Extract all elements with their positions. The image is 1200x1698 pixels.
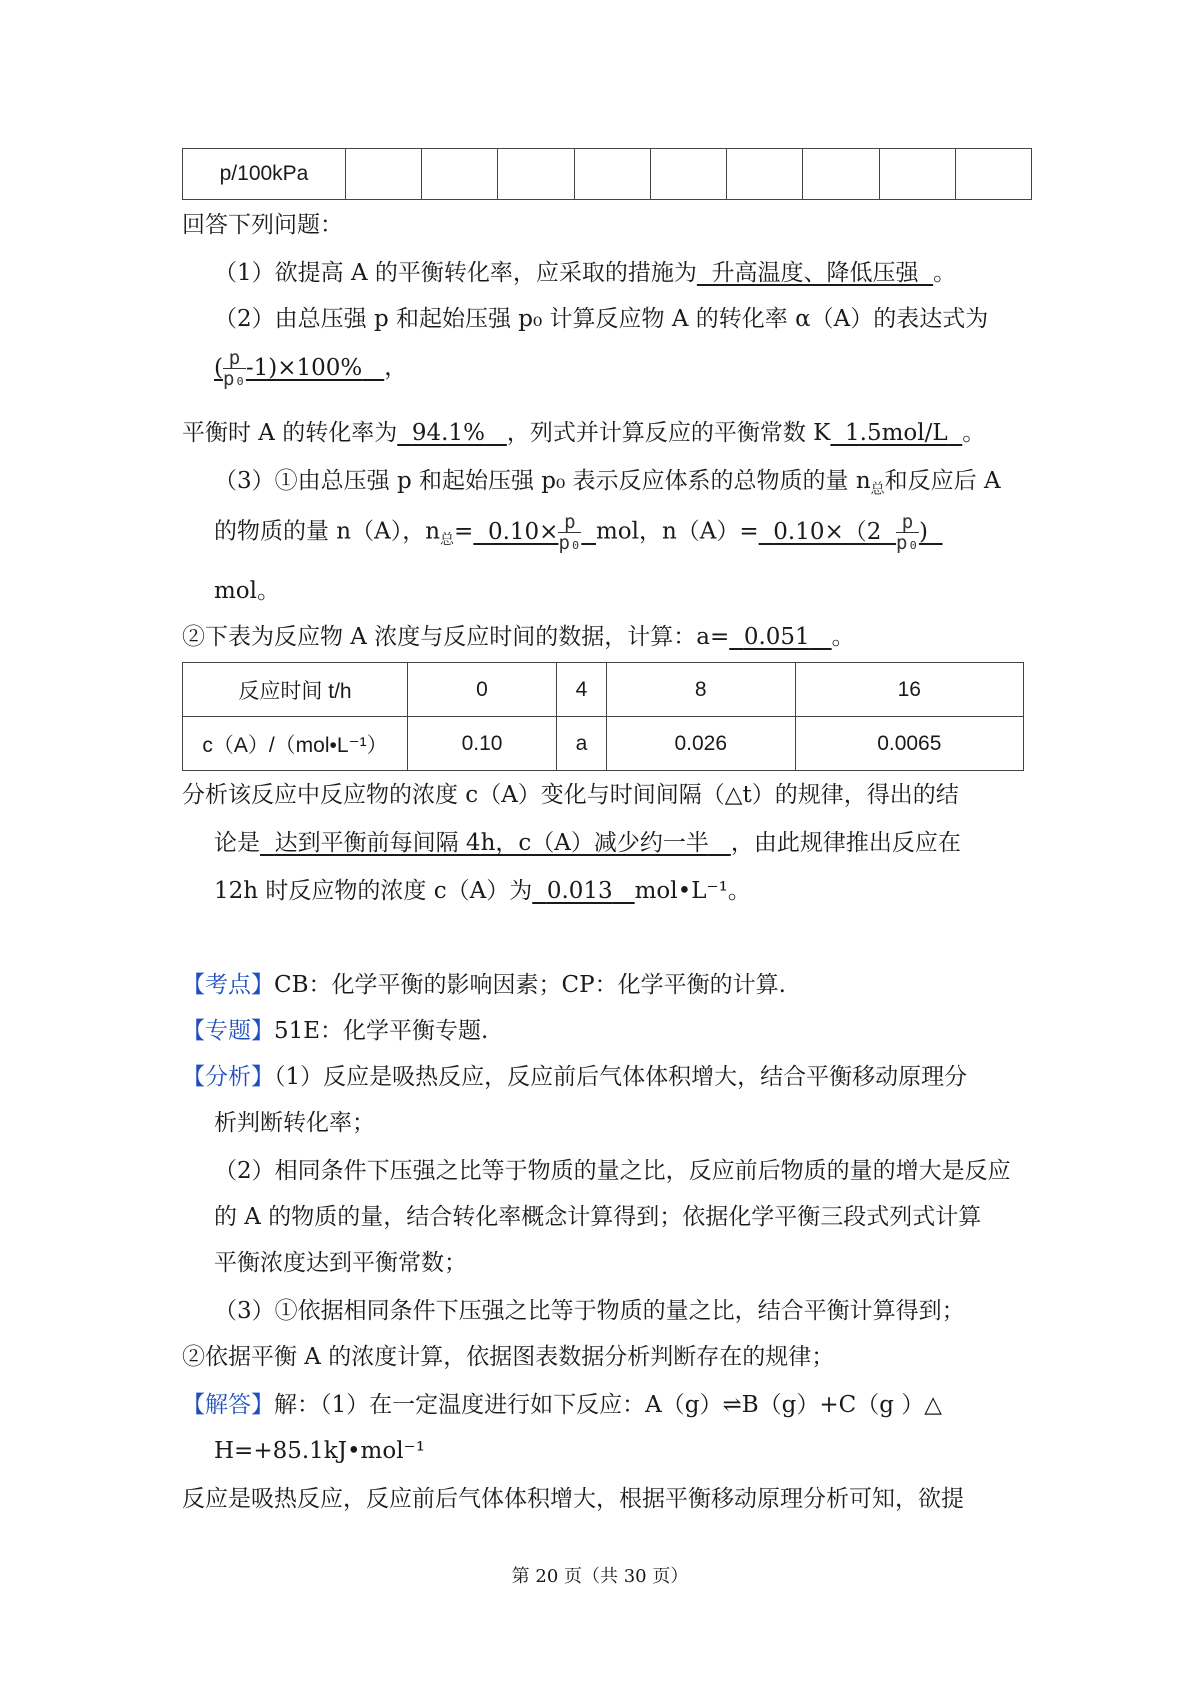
jieda-line-2: H=+85.1kJ•mol⁻¹ xyxy=(214,1438,425,1464)
analysis-line-2: 论是 达到平衡前每间隔 4h，c（A）减少约一半 ，由此规律推出反应在 xyxy=(214,830,961,856)
page-footer: 第 20 页（共 30 页） xyxy=(511,1566,689,1587)
question-3: （3）①由总压强 p 和起始压强 p₀ 表示反应体系的总物质的量 $n_总$和反应后 A xyxy=(214,468,1001,498)
answer-expression: ( $\frac{p}{\text{p₀}}$ -1)×100% xyxy=(214,347,363,390)
fenxi-line-3: （2）相同条件下压强之比等于物质的量之比，反应前后物质的量的增大是反应 xyxy=(214,1158,1011,1184)
table-intro: ②下表为反应物 A 浓度与反应时间的数据，计算：a= 0.051 。 xyxy=(182,624,855,650)
kaodian: 【考点】CB：化学平衡的影响因素；CP：化学平衡的计算. xyxy=(182,972,786,998)
fraction-p-over-p0: $\frac{p}{\text{p₀}}$ xyxy=(222,347,246,390)
concentration-table: 反应时间 t/h 0 4 8 16 c（A）/（mol•L⁻¹） 0.10 a 0.026 0.0065 xyxy=(182,662,1024,771)
header-time: 反应时间 t/h xyxy=(183,663,408,717)
zhuanti: 【专题】51E：化学平衡专题. xyxy=(182,1018,489,1044)
rate-line: 平衡时 A 的转化率为 94.1% ，列式并计算反应的平衡常数 K 1.5mol/L 。 xyxy=(182,420,986,446)
fenxi-line-7: ②依据平衡 A 的浓度计算，依据图表数据分析判断存在的规律； xyxy=(182,1344,835,1370)
analysis-line-3: 12h 时反应物的浓度 c（A）为 0.013 mol•L⁻¹。 xyxy=(214,878,751,904)
jieda-line-3: 反应是吸热反应，反应前后气体体积增大，根据平衡移动原理分析可知，欲提 xyxy=(182,1486,964,1512)
fenxi-line-2: 析判断转化率； xyxy=(214,1110,375,1136)
analysis-line-1: 分析该反应中反应物的浓度 c（A）变化与时间间隔（△t）的规律，得出的结 xyxy=(182,782,959,808)
answer-rate: 94.1% xyxy=(411,420,485,446)
fenxi-line-5: 平衡浓度达到平衡常数； xyxy=(214,1250,467,1276)
moles-line: 的物质的量 n（A），$n_总= 0.10\times$ $\frac{p}{\text{p₀}}$ mol，n（A）= 0.10×（2 $\frac{p}{\text{p₀}}$ ) xyxy=(214,511,943,554)
answer-a: 0.051 xyxy=(743,624,810,650)
intro-text: 回答下列问题： xyxy=(182,212,343,238)
fenxi-line-4: 的 A 的物质的量，结合转化率概念计算得到；依据化学平衡三段式列式计算 xyxy=(214,1204,982,1230)
answer-na: 0.10×（2 $\frac{p}{\text{p₀}}$ ) xyxy=(773,511,943,554)
answer-1: 升高温度、降低压强 xyxy=(711,260,919,286)
pressure-table xyxy=(182,148,1032,200)
fenxi-line-6: （3）①依据相同条件下压强之比等于物质的量之比，结合平衡计算得到； xyxy=(214,1298,965,1324)
answer-rule: 达到平衡前每间隔 4h，c（A）减少约一半 xyxy=(274,830,709,856)
answer-concentration: 0.013 xyxy=(546,878,613,904)
fenxi: 【分析】（1）反应是吸热反应，反应前后气体体积增大，结合平衡移动原理分 xyxy=(182,1064,968,1090)
answer-k: 1.5mol/L xyxy=(845,420,948,446)
conversion-expression: ( $\frac{p}{\text{p₀}}$ -1)×100% ， xyxy=(214,347,408,390)
question-1: （1）欲提高 A 的平衡转化率，应采取的措施为 升高温度、降低压强 。 xyxy=(214,260,957,286)
mol-end: mol。 xyxy=(214,578,281,604)
row-concentration-label: c（A）/（mol•L⁻¹） xyxy=(183,717,408,771)
jieda: 【解答】解：（1）在一定温度进行如下反应：A（g）⇌B（g）+C（g ）△ xyxy=(182,1392,942,1418)
question-2: （2）由总压强 p 和起始压强 p₀ 计算反应物 A 的转化率 α（A）的表达式为 xyxy=(214,306,989,332)
pressure-label-cell: p/100kPa xyxy=(183,149,346,200)
answer-ntotal: 0.10× $\frac{p}{\text{p₀}}$ xyxy=(487,511,582,554)
